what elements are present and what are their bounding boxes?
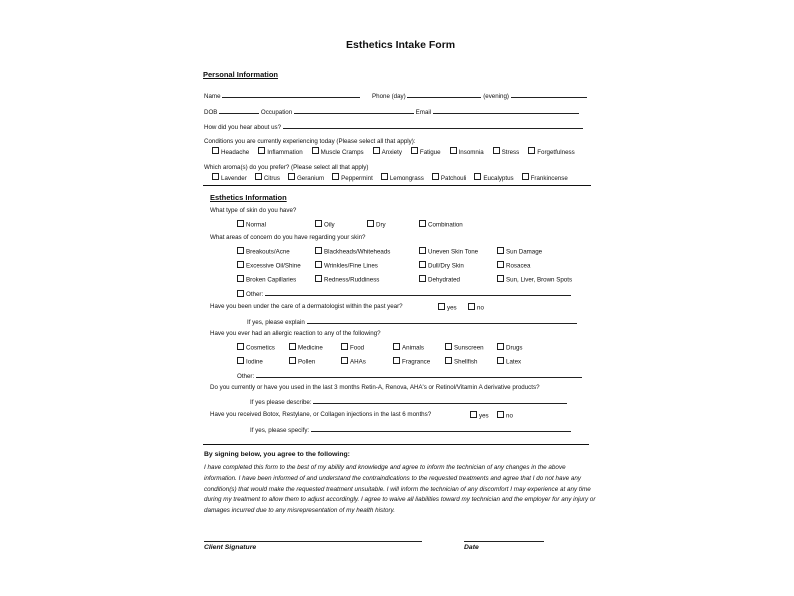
allergy-option[interactable]: Drugs [497, 343, 523, 353]
concern-option[interactable]: Rosacea [497, 261, 530, 271]
checkbox-icon [474, 173, 481, 180]
allergy-option[interactable]: Fragrance [393, 357, 430, 367]
allergy-option[interactable]: Latex [497, 357, 521, 367]
skin-option-oily[interactable]: Oily [315, 220, 335, 230]
checkbox-icon [255, 173, 262, 180]
checkbox-icon [315, 261, 322, 268]
aroma-option[interactable]: Lavender [212, 175, 247, 182]
condition-option[interactable]: Headache [212, 149, 249, 156]
checkbox-icon [419, 261, 426, 268]
botox-specify-row [250, 425, 571, 435]
evening-label: (evening) [483, 93, 509, 100]
client-signature-label: Client Signature [204, 544, 257, 551]
botox-question: Have you received Botox, Restylane, or Collagen injections in the last 6 months? [210, 411, 432, 418]
concern-question: What areas of concern do you have regarding your skin? [210, 234, 366, 241]
allergy-other-row [237, 371, 582, 381]
checkbox-icon [312, 147, 319, 154]
describe-label: If yes please describe: [250, 399, 312, 406]
checkbox-icon [497, 275, 504, 282]
derm-yes[interactable]: yes [438, 303, 457, 313]
botox-yes[interactable]: yes [470, 411, 489, 421]
aroma-option[interactable]: Peppermint [332, 175, 373, 182]
name-field[interactable] [222, 91, 360, 98]
checkbox-icon [493, 147, 500, 154]
checkbox-icon [237, 357, 244, 364]
phone-day-field[interactable] [407, 91, 481, 98]
checkbox-icon [450, 147, 457, 154]
checkbox-icon [237, 247, 244, 254]
email-label: Email [415, 109, 432, 116]
checkbox-icon [393, 343, 400, 350]
checkbox-icon [497, 261, 504, 268]
allergy-option[interactable]: Food [341, 343, 364, 353]
checkbox-icon [445, 357, 452, 364]
checkbox-icon [438, 303, 445, 310]
occupation-label: Occupation [260, 109, 293, 116]
concern-option[interactable]: Uneven Skin Tone [419, 247, 478, 257]
checkbox-icon [470, 411, 477, 418]
concern-option[interactable]: Sun, Liver, Brown Spots [497, 275, 572, 285]
dob-field[interactable] [219, 107, 259, 114]
allergy-option[interactable]: Animals [393, 343, 424, 353]
checkbox-icon [289, 343, 296, 350]
divider [203, 444, 589, 445]
allergy-option[interactable]: Iodine [237, 357, 263, 367]
checkbox-icon [393, 357, 400, 364]
botox-specify-field[interactable] [311, 425, 571, 432]
derm-no[interactable]: no [468, 303, 484, 313]
allergy-option[interactable]: Medicine [289, 343, 323, 353]
checkbox-icon [288, 173, 295, 180]
other-label: Other: [246, 291, 264, 298]
aroma-option[interactable]: Geranium [288, 175, 324, 182]
condition-option[interactable]: Fatigue [411, 149, 441, 156]
phone-row [372, 91, 587, 101]
checkbox-icon [411, 147, 418, 154]
checkbox-icon [381, 173, 388, 180]
condition-option[interactable]: Insomnia [450, 149, 484, 156]
condition-option[interactable]: Stress [493, 149, 520, 156]
esthetics-heading: Esthetics Information [210, 193, 287, 202]
explain-label: If yes, please explain [247, 319, 305, 326]
skin-option-dry[interactable]: Dry [367, 220, 386, 230]
condition-option[interactable]: Forgetfulness [528, 149, 575, 156]
agreement-text: I have completed this form to the best of my ability and knowledge and agree to inform the technician of any changes in the above information. I have been informed of and understand the contraindications to the requested treatments and agree that I do not have any condition(s) that would make the requested treatment unsuitable. I will inform the technician of any discomfort I may experience at any time during my treatment to allow them to adjust accordingly. I agree to waive all liabilities toward my technician and the employer for any injury or damages incurred due to any misrepresentation of my health history. [204, 464, 596, 515]
derm-explain-row [247, 317, 577, 327]
checkbox-icon [332, 173, 339, 180]
checkbox-icon [315, 247, 322, 254]
checkbox-icon [445, 343, 452, 350]
concern-option[interactable]: Dull/Dry Skin [419, 261, 464, 271]
retin-question: Do you currently or have you used in the last 3 months Retin-A, Renova, AHA's or Retinol/Vitamin A derivative products? [210, 384, 540, 391]
aroma-option[interactable]: Citrus [255, 175, 280, 182]
date-line[interactable] [464, 541, 544, 542]
allergy-option[interactable]: AHAs [341, 357, 366, 367]
checkbox-icon [497, 247, 504, 254]
checkbox-icon [419, 220, 426, 227]
aroma-option[interactable]: Patchouli [432, 175, 466, 182]
personal-heading: Personal Information [203, 70, 279, 79]
hear-label: How did you hear about us? [204, 124, 282, 131]
concern-option[interactable]: Sun Damage [497, 247, 542, 257]
retin-describe-field[interactable] [313, 397, 567, 404]
checkbox-icon [497, 357, 504, 364]
allergy-other-field[interactable] [256, 371, 582, 378]
checkbox-icon [237, 220, 244, 227]
dob-label: DOB [204, 109, 218, 116]
checkbox-icon [315, 220, 322, 227]
phone-day-label: Phone (day) [372, 93, 406, 100]
agreement-heading: By signing below, you agree to the following: [204, 451, 350, 458]
occupation-field[interactable] [294, 107, 414, 114]
checkbox-icon [289, 357, 296, 364]
concern-option[interactable]: Breakouts/Acne [237, 247, 290, 257]
derm-question: Have you been under the care of a dermatologist within the past year? [210, 303, 403, 310]
checkbox-icon [522, 173, 529, 180]
checkbox-icon [419, 247, 426, 254]
checkbox-icon[interactable] [237, 290, 244, 297]
concern-option[interactable]: Broken Capillaries [237, 275, 296, 285]
concern-option[interactable]: Excessive Oil/Shine [237, 261, 301, 271]
checkbox-icon [212, 147, 219, 154]
condition-option[interactable]: Inflammation [258, 149, 302, 156]
aroma-option[interactable]: Frankincense [522, 175, 568, 182]
divider [203, 185, 591, 186]
phone-evening-field[interactable] [511, 91, 587, 98]
aroma-option[interactable]: Lemongrass [381, 175, 424, 182]
form-title: Esthetics Intake Form [346, 39, 456, 51]
name-row [204, 91, 360, 101]
conditions-question: Conditions you are currently experiencing today (Please select all that apply): [204, 138, 416, 145]
checkbox-icon [341, 357, 348, 364]
checkbox-icon [237, 261, 244, 268]
concern-other-field[interactable] [265, 289, 571, 296]
checkbox-icon [315, 275, 322, 282]
checkbox-icon [237, 343, 244, 350]
allergy-option[interactable]: Cosmetics [237, 343, 275, 353]
concern-option[interactable]: Blackheads/Whiteheads [315, 247, 390, 257]
derm-explain-field[interactable] [307, 317, 577, 324]
skin-option-combination[interactable]: Combination [419, 220, 463, 230]
allergy-option[interactable]: Shellfish [445, 357, 477, 367]
skin-question: What type of skin do you have? [210, 207, 297, 214]
concern-option[interactable]: Redness/Ruddiness [315, 275, 379, 285]
signature-line[interactable] [204, 541, 422, 542]
conditions-row [212, 147, 575, 157]
concern-option[interactable]: Dehydrated [419, 275, 460, 285]
aroma-option[interactable]: Eucalyptus [474, 175, 513, 182]
hear-row [204, 122, 583, 132]
checkbox-icon [468, 303, 475, 310]
concern-other-row [237, 289, 571, 299]
checkbox-icon [258, 147, 265, 154]
checkbox-icon [419, 275, 426, 282]
email-field[interactable] [433, 107, 579, 114]
botox-no[interactable]: no [497, 411, 513, 421]
name-label: Name [204, 93, 221, 100]
date-label: Date [464, 544, 479, 551]
allergy-question: Have you ever had an allergic reaction to any of the following? [210, 330, 381, 337]
allergy-option[interactable]: Sunscreen [445, 343, 484, 353]
condition-option[interactable]: Anxiety [373, 149, 402, 156]
checkbox-icon [497, 343, 504, 350]
checkbox-icon [367, 220, 374, 227]
aroma-row [212, 173, 568, 183]
other-label: Other: [237, 373, 255, 380]
checkbox-icon [237, 275, 244, 282]
specify-label: If yes, please specify: [250, 427, 310, 434]
aroma-question: Which aroma(s) do you prefer? (Please select all that apply) [204, 164, 369, 171]
condition-option[interactable]: Muscle Cramps [312, 149, 364, 156]
checkbox-icon [341, 343, 348, 350]
allergy-option[interactable]: Pollen [289, 357, 315, 367]
checkbox-icon [432, 173, 439, 180]
concern-option[interactable]: Wrinkles/Fine Lines [315, 261, 378, 271]
retin-describe-row [250, 397, 567, 407]
checkbox-icon [497, 411, 504, 418]
dob-row [204, 107, 579, 117]
checkbox-icon [528, 147, 535, 154]
checkbox-icon [212, 173, 219, 180]
hear-field[interactable] [283, 122, 583, 129]
skin-option-normal[interactable]: Normal [237, 220, 266, 230]
checkbox-icon [373, 147, 380, 154]
